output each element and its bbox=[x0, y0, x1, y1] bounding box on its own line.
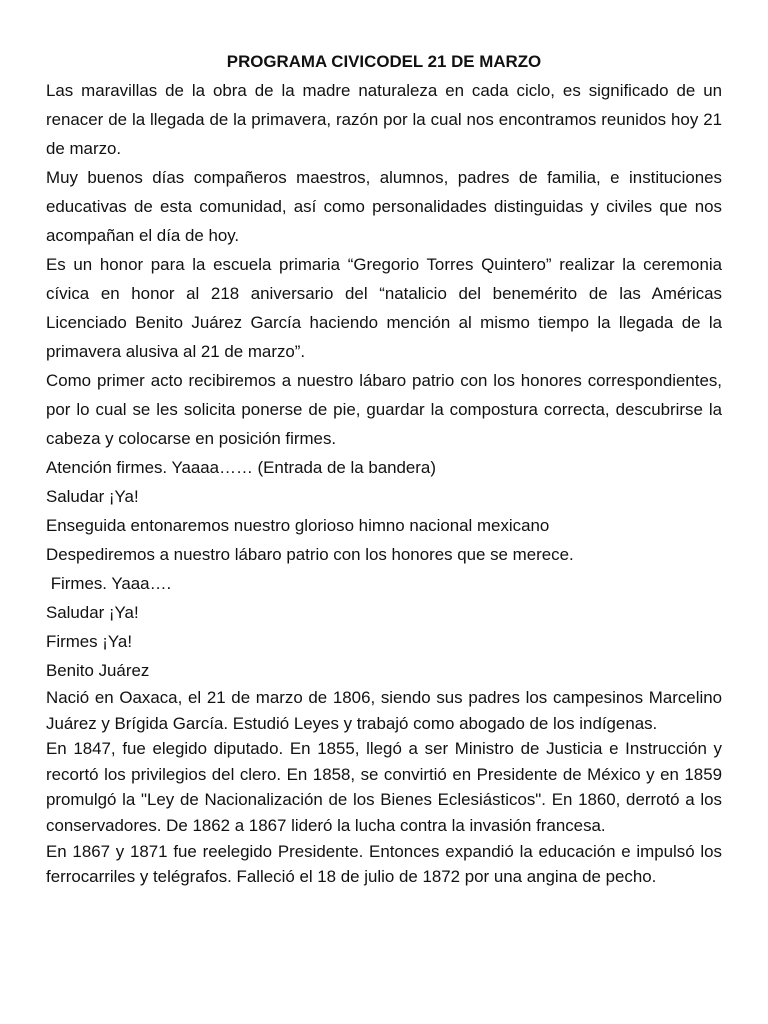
paragraph-bio-later: En 1867 y 1871 fue reelegido Presidente. Entonces expandió la educación e impulsó los ferrocarriles y telégrafos. Falleció el 18 de julio de 1872 por una angina de pecho. bbox=[46, 841, 722, 887]
paragraph-greeting: Muy buenos días compañeros maestros, alumnos, padres de familia, e instituciones educativas de esta comunidad, así como personalidades distinguidas y civiles que nos acompañan el día de hoy. bbox=[46, 168, 722, 245]
paragraph-first-act: Como primer acto recibiremos a nuestro lábaro patrio con los honores correspondientes, por lo cual se les solicita ponerse de pie, guardar la compostura correcta, descubrirse la cabeza y colocarse en posición firmes. bbox=[46, 371, 722, 448]
paragraph-intro: Las maravillas de la obra de la madre naturaleza en cada ciclo, es significado de un renacer de la llegada de la primavera, razón por la cual nos encontramos reunidos hoy 21 de marzo. bbox=[46, 81, 722, 158]
line-firmes-2: Firmes ¡Ya! bbox=[46, 632, 133, 651]
paragraph-bio-career: En 1847, fue elegido diputado. En 1855, llegó a ser Ministro de Justicia e Instrucción y recortó los privilegios del clero. En 1858, se convirtió en Presidente de México y en 1859 promulgó la "Ley de Nacionalización de los Bienes Eclesiásticos". En 1860, derrotó a los conservadores. De 1862 a 1867 lideró la lucha contra la invasión francesa. bbox=[46, 739, 722, 835]
paragraph-honor: Es un honor para la escuela primaria “Gregorio Torres Quintero” realizar la ceremonia cívica en honor al 218 aniversario del “natalicio del benemérito de las Américas Licenciado Benito Juárez García haciendo mención al mismo tiempo la llegada de la primavera alusiva al 21 de marzo”. bbox=[46, 255, 722, 361]
line-attention: Atención firmes. Yaaaa…… (Entrada de la bandera) bbox=[46, 458, 436, 477]
line-salute-1: Saludar ¡Ya! bbox=[46, 487, 139, 506]
line-salute-2: Saludar ¡Ya! bbox=[46, 603, 139, 622]
line-farewell: Despediremos a nuestro lábaro patrio con los honores que se merece. bbox=[46, 545, 574, 564]
paragraph-bio-birth: Nació en Oaxaca, el 21 de marzo de 1806, siendo sus padres los campesinos Marcelino Juárez y Brígida García. Estudió Leyes y trabajó como abogado de los indígenas. bbox=[46, 688, 722, 733]
section-heading-benito-juarez: Benito Juárez bbox=[46, 661, 150, 680]
document-page bbox=[46, 47, 722, 890]
line-firmes-1: Firmes. Yaaa…. bbox=[46, 574, 172, 593]
line-anthem: Enseguida entonaremos nuestro glorioso himno nacional mexicano bbox=[46, 516, 550, 535]
document-title: PROGRAMA CIVICODEL 21 DE MARZO bbox=[226, 52, 542, 71]
